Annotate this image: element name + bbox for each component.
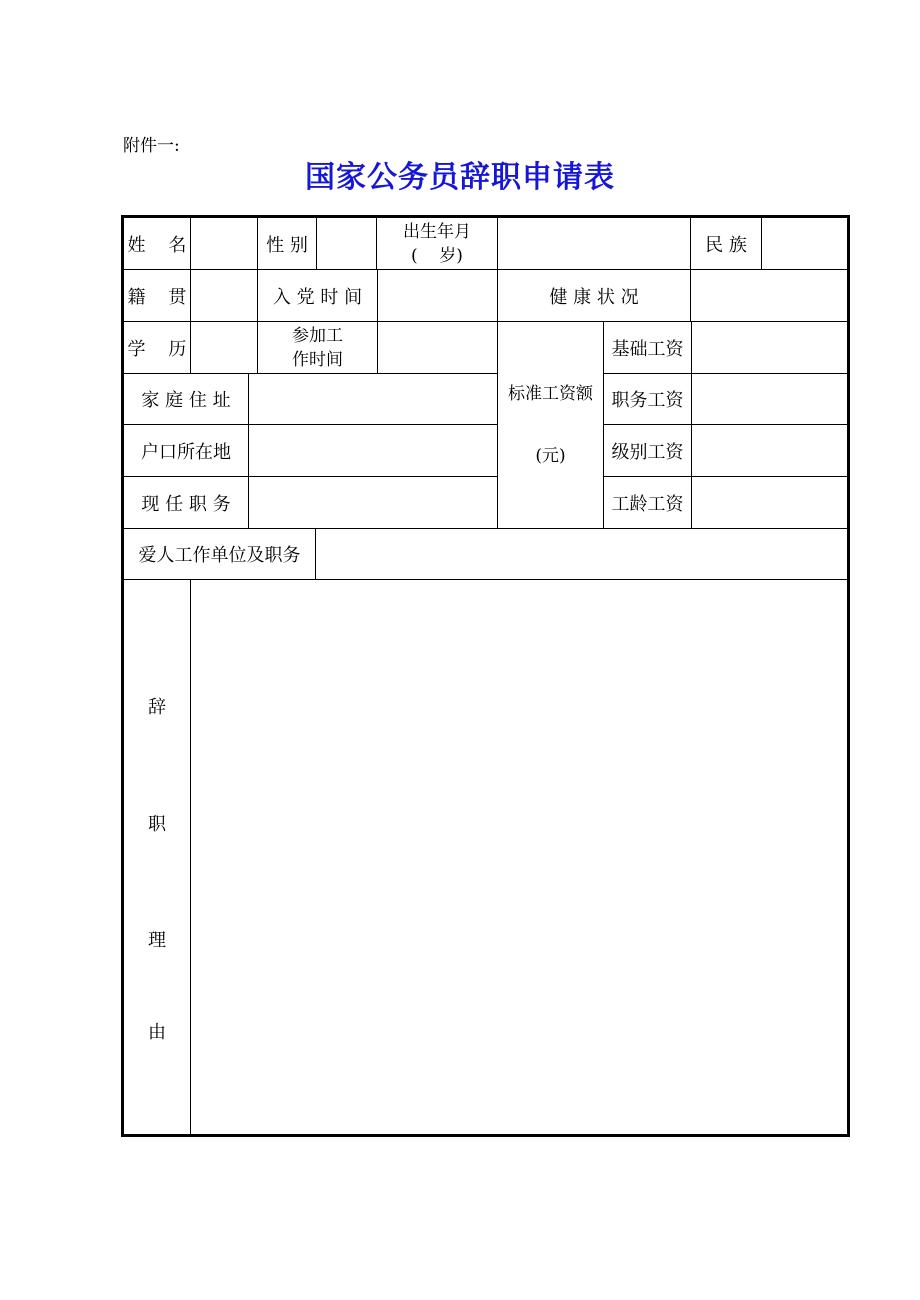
grade-salary-field[interactable]: [692, 425, 847, 477]
party-date-field[interactable]: [378, 270, 498, 322]
party-date-label: 入 党 时 间: [258, 270, 378, 322]
reason-char-1: 辞: [148, 697, 166, 718]
home-address-label: 家 庭 住 址: [124, 374, 249, 425]
position-salary-label: 职务工资: [604, 374, 692, 425]
seniority-salary-label: 工龄工资: [604, 477, 692, 529]
spouse-label: 爱人工作单位及职务: [124, 529, 316, 580]
native-place-label: 籍 贯: [124, 270, 191, 322]
work-start-label: [258, 322, 378, 374]
resignation-form-table: [121, 215, 850, 1137]
work-start-line1: 参加工: [292, 325, 343, 346]
grade-salary-label: 级别工资: [604, 425, 692, 477]
name-field[interactable]: [191, 218, 258, 270]
hukou-field[interactable]: [249, 425, 498, 477]
current-position-field[interactable]: [249, 477, 498, 529]
salary-label-line2: (元): [535, 446, 566, 466]
salary-label-line1: 标准工资额: [508, 384, 593, 404]
gender-label: 性 别: [258, 218, 317, 270]
base-salary-label: 基础工资: [604, 322, 692, 374]
hukou-label: 户口所在地: [124, 425, 249, 477]
ethnicity-label: 民 族: [691, 218, 762, 270]
name-label: 姓 名: [124, 218, 191, 270]
gender-field[interactable]: [317, 218, 377, 270]
reason-char-4: 由: [148, 1022, 166, 1043]
work-start-line2: 作时间: [292, 349, 343, 370]
education-field[interactable]: [191, 322, 258, 374]
current-position-label: 现 任 职 务: [124, 477, 249, 529]
reason-char-2: 职: [148, 814, 166, 835]
form-title: 国家公务员辞职申请表: [305, 160, 615, 195]
reason-field[interactable]: [191, 580, 847, 1134]
home-address-field[interactable]: [249, 374, 498, 425]
work-start-field[interactable]: [378, 322, 498, 374]
education-label: 学 历: [124, 322, 191, 374]
reason-char-3: 理: [148, 930, 166, 951]
health-label: 健 康 状 况: [498, 270, 691, 322]
health-field[interactable]: [691, 270, 847, 322]
seniority-salary-field[interactable]: [692, 477, 847, 529]
spouse-field[interactable]: [316, 529, 847, 580]
birth-label-line1: 出生年月: [403, 221, 471, 242]
birth-label: [377, 218, 498, 270]
birth-label-line2: ( 岁): [411, 245, 463, 266]
native-place-field[interactable]: [191, 270, 258, 322]
position-salary-field[interactable]: [692, 374, 847, 425]
birth-field[interactable]: [498, 218, 691, 270]
reason-label: [124, 580, 191, 1134]
base-salary-field[interactable]: [692, 322, 847, 374]
salary-label: [498, 322, 604, 529]
ethnicity-field[interactable]: [762, 218, 847, 270]
attachment-label: 附件一:: [123, 136, 180, 156]
